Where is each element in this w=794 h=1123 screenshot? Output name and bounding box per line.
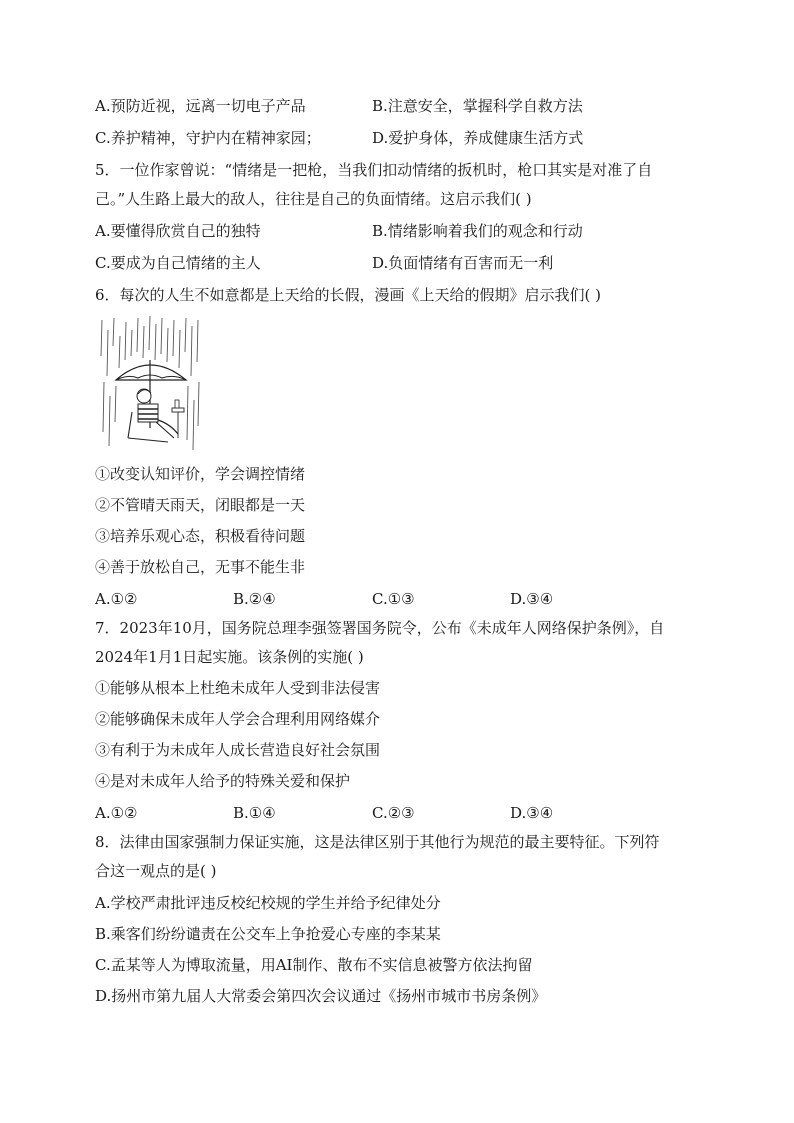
q6-option-d: D.③④ <box>510 590 554 608</box>
q4-option-b: B.注意安全，掌握科学自救方法 <box>372 97 583 115</box>
q4-option-c: C.养护精神，守护内在精神家园； <box>95 129 321 147</box>
q5-option-b: B.情绪影响着我们的观念和行动 <box>372 222 583 240</box>
q6-option-c: C.①③ <box>372 590 415 608</box>
q4-option-a: A.预防近视，远离一切电子产品 <box>95 97 306 115</box>
q6-statement-3: ③培养乐观心态，积极看待问题 <box>95 527 306 545</box>
q7-statement-4: ④是对未成年人给予的特殊关爱和保护 <box>95 772 351 790</box>
q7-option-b: B.①④ <box>233 804 276 822</box>
q7-option-d: D.③④ <box>510 804 554 822</box>
q8-option-b: B.乘客们纷纷谴责在公交车上争抢爱心专座的李某某 <box>95 925 441 943</box>
q7-stem-line2: 2024年1月1日起实施。该条例的实施( ) <box>95 648 364 666</box>
q7-statement-2: ②能够确保未成年人学会合理利用网络媒介 <box>95 710 381 728</box>
q6-statement-2: ②不管晴天雨天，闭眼都是一天 <box>95 496 306 514</box>
q7-statement-3: ③有利于为未成年人成长营造良好社会氛围 <box>95 741 381 759</box>
q6-option-a: A.①② <box>95 590 138 608</box>
q5-stem-line1: 5．一位作家曾说：“情绪是一把枪，当我们扣动情绪的扳机时，枪口其实是对准了自 <box>95 161 653 179</box>
q7-option-a: A.①② <box>95 804 138 822</box>
cartoon-person-under-umbrella-in-rain <box>98 316 202 454</box>
q8-stem-line2: 合这一观点的是( ) <box>95 862 217 880</box>
q7-stem-line1: 7．2023年10月，国务院总理李强签署国务院令，公布《未成年人网络保护条例》，自 <box>95 619 665 637</box>
q8-option-d: D.扬州市第九届人大常委会第四次会议通过《扬州市城市书房条例》 <box>95 987 547 1005</box>
q6-stem: 6．每次的人生不如意都是上天给的长假，漫画《上天给的假期》启示我们( ) <box>95 286 602 304</box>
q6-statement-4: ④善于放松自己，无事不能生非 <box>95 558 306 576</box>
q7-statement-1: ①能够从根本上杜绝未成年人受到非法侵害 <box>95 679 381 697</box>
q5-option-d: D.负面情绪有百害而无一利 <box>372 254 554 272</box>
q8-option-c: C.孟某等人为博取流量，用AI制作、散布不实信息被警方依法拘留 <box>95 956 533 974</box>
q8-stem-line1: 8．法律由国家强制力保证实施，这是法律区别于其他行为规范的最主要特征。下列符 <box>95 833 660 851</box>
q5-option-c: C.要成为自己情绪的主人 <box>95 254 261 272</box>
q6-option-b: B.②④ <box>233 590 276 608</box>
q5-option-a: A.要懂得欣赏自己的独特 <box>95 222 261 240</box>
q4-option-d: D.爱护身体，养成健康生活方式 <box>372 129 584 147</box>
q5-stem-line2: 己。”人生路上最大的敌人，往往是自己的负面情绪。这启示我们( ) <box>95 190 532 208</box>
q8-option-a: A.学校严肃批评违反校纪校规的学生并给予纪律处分 <box>95 894 441 912</box>
q7-option-c: C.②③ <box>372 804 415 822</box>
q6-statement-1: ①改变认知评价，学会调控情绪 <box>95 465 306 483</box>
